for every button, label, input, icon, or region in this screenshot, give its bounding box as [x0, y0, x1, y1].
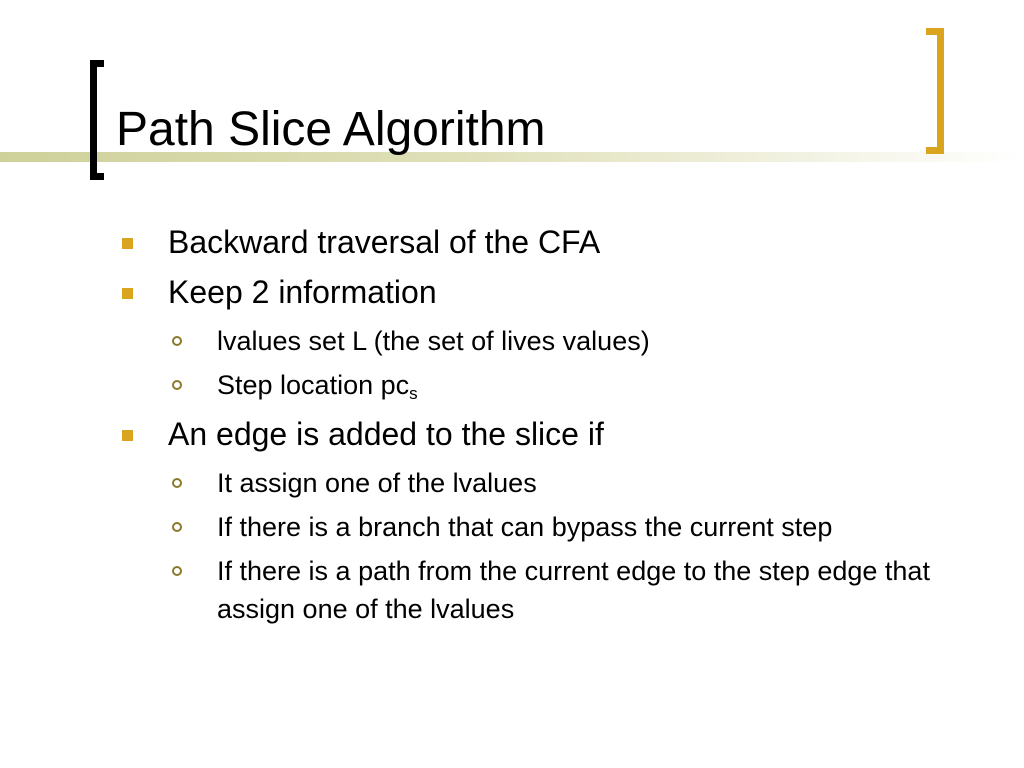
right-bracket-decoration — [926, 28, 944, 154]
circle-bullet-icon — [172, 478, 182, 488]
sub-bullet-text: If there is a path from the current edge to the step edge that assign one of the lvalues — [217, 556, 930, 624]
square-bullet-icon — [122, 430, 133, 441]
sub-bullet-text: Step location pc — [217, 370, 410, 400]
bullet-item — [116, 272, 946, 312]
bullet-item — [116, 414, 946, 454]
sub-bullet-text: It assign one of the lvalues — [217, 468, 537, 498]
square-bullet-icon — [122, 288, 133, 299]
sub-bullet-item — [116, 552, 946, 628]
subscript: s — [409, 384, 418, 403]
sub-bullet-item — [116, 508, 946, 546]
bullet-text: Keep 2 information — [168, 274, 437, 310]
circle-bullet-icon — [172, 566, 182, 576]
sub-bullet-item — [116, 322, 946, 360]
square-bullet-icon — [122, 238, 133, 249]
bullet-text: An edge is added to the slice if — [168, 416, 604, 452]
circle-bullet-icon — [172, 336, 182, 346]
slide-content — [116, 222, 946, 634]
slide-title: Path Slice Algorithm — [116, 103, 546, 156]
circle-bullet-icon — [172, 522, 182, 532]
left-bracket-decoration — [90, 60, 104, 180]
sub-bullet-text: If there is a branch that can bypass the current step — [217, 512, 833, 542]
bullet-item — [116, 222, 946, 262]
circle-bullet-icon — [172, 380, 182, 390]
sub-bullet-item — [116, 464, 946, 502]
sub-bullet-text: lvalues set L (the set of lives values) — [217, 326, 650, 356]
sub-bullet-item — [116, 366, 946, 404]
bullet-text: Backward traversal of the CFA — [168, 224, 601, 260]
